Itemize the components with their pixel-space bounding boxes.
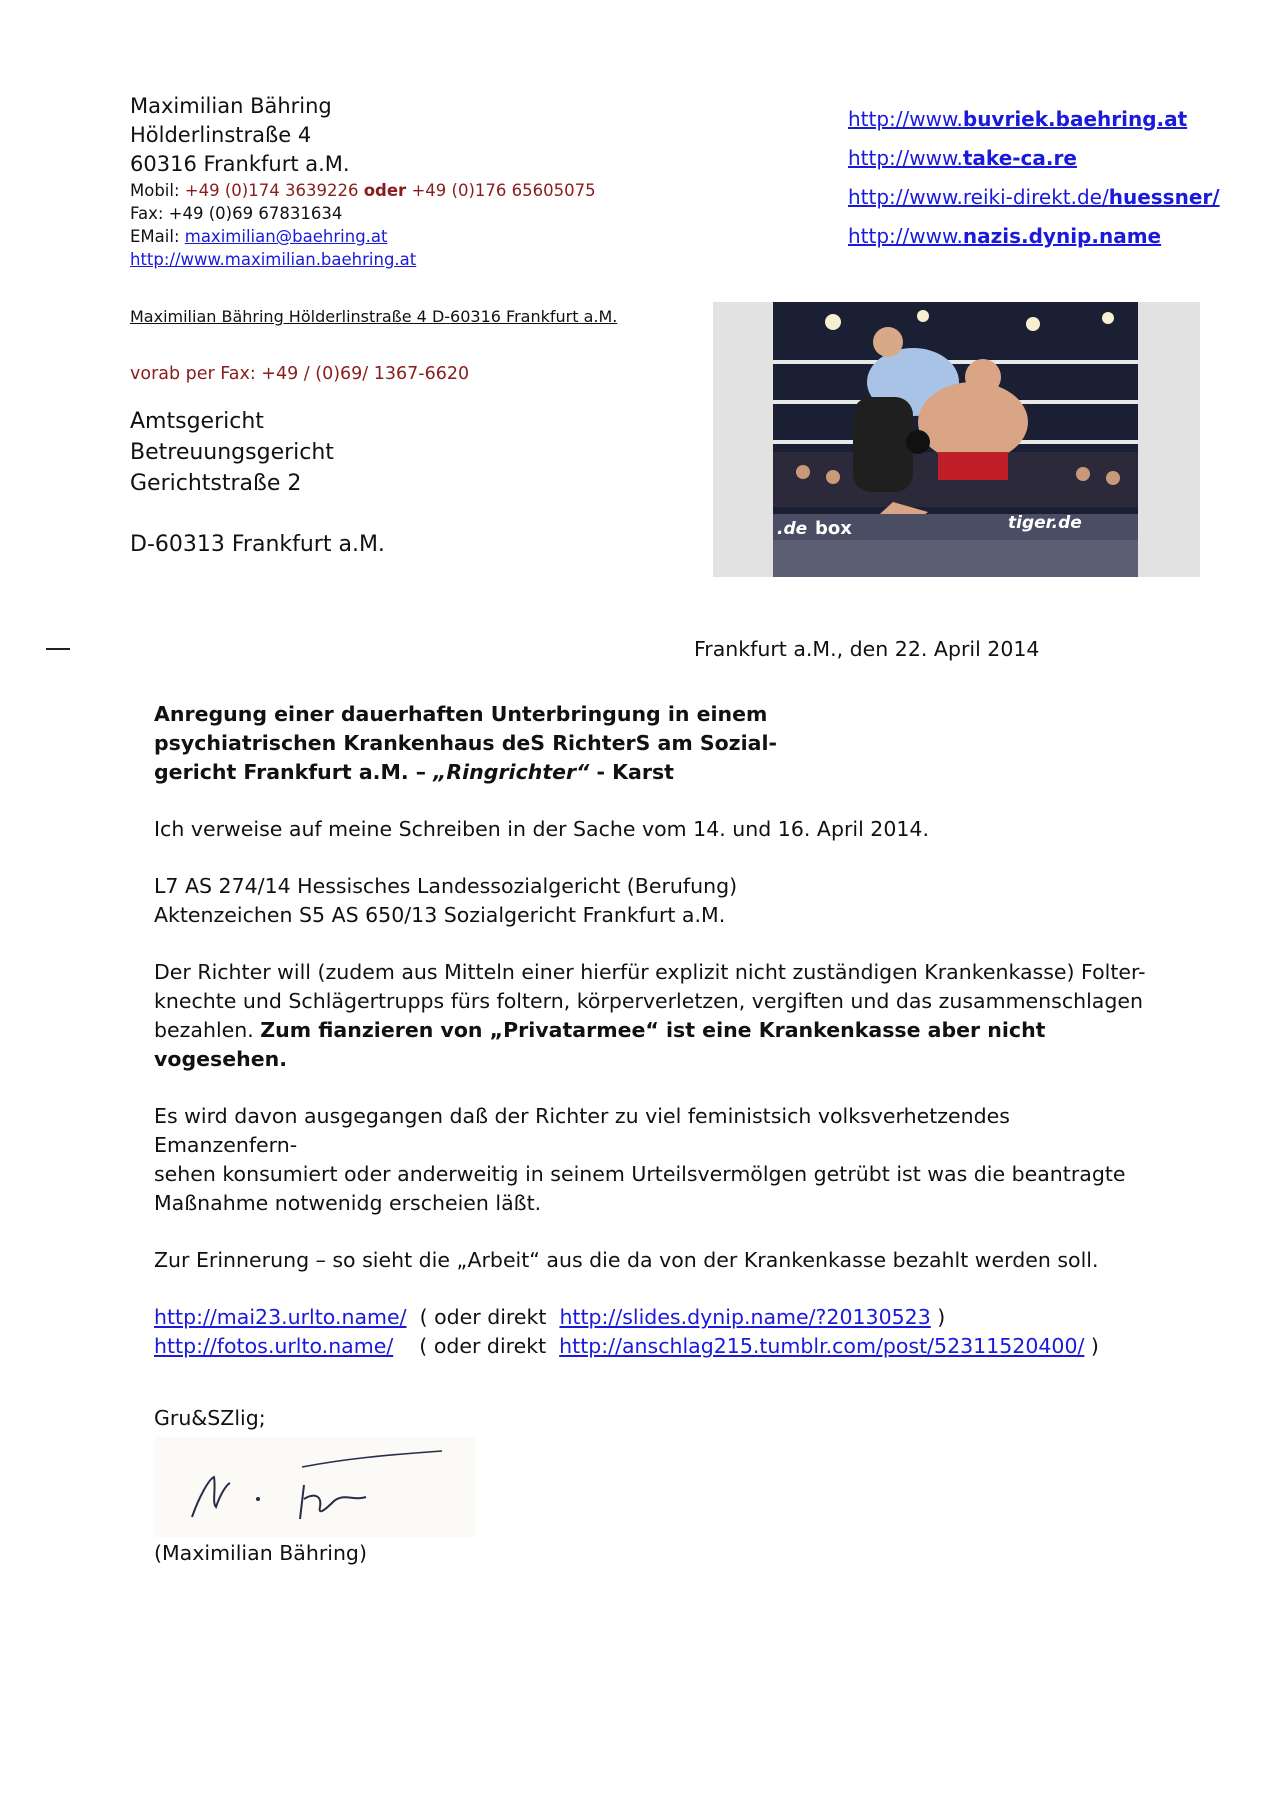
signature (154, 1437, 476, 1537)
mobile-number-1: +49 (0)174 3639226 (184, 181, 359, 200)
case-line-2: Aktenzeichen S5 AS 650/13 Sozialgericht Frankfurt a.M. (154, 903, 726, 927)
recipient-line-2: Betreuungsgericht (130, 440, 334, 465)
mobile-number-2: +49 (0)176 65605075 (411, 181, 596, 200)
sender-fax (130, 202, 596, 225)
right-link-1-prefix: http://www. (848, 107, 963, 131)
links-line-1-sep: ( oder direkt (406, 1305, 560, 1329)
fold-mark (46, 648, 70, 650)
right-links (848, 100, 1220, 256)
recipient-line-1: Amtsgericht (130, 409, 264, 434)
fax-number: +49 (0)69 67831634 (168, 204, 343, 223)
mobile-label: Mobil: (130, 181, 180, 200)
recipient-line-3: Gerichtstraße 2 (130, 471, 302, 496)
subject-line-3-a: gericht Frankfurt a.M. – (154, 760, 434, 784)
link-slides[interactable]: http://slides.dynip.name/?20130523 (559, 1305, 931, 1329)
sender-website (130, 248, 596, 271)
para1-line-3-b: Zum fianzieren von „Privatarmee“ ist eine Krankenkasse aber nicht vogesehen. (154, 1018, 1046, 1071)
right-link-3[interactable] (848, 185, 1220, 209)
return-address: Maximilian Bähring Hölderlinstraße 4 D-60316 Frankfurt a.M. (130, 307, 618, 326)
letter-date: Frankfurt a.M., den 22. April 2014 (694, 637, 1040, 661)
links-line-2 (154, 1332, 1154, 1361)
para1-line-3 (154, 1016, 1154, 1074)
para2-line-3: Maßnahme notwenidg erscheien läßt. (154, 1191, 542, 1215)
mobile-or: oder (363, 181, 407, 200)
links-line-2-sep: ( oder direkt (393, 1334, 560, 1358)
subject-line-3 (154, 758, 1154, 787)
case-line-1: L7 AS 274/14 Hessisches Landessozialgericht (Berufung) (154, 874, 738, 898)
links-line-1-end: ) (930, 1305, 946, 1329)
email-link[interactable]: maximilian@baehring.at (184, 227, 388, 246)
subject-line-3-c: - Karst (589, 760, 674, 784)
para2-line-1: Es wird davon ausgegangen daß der Richter zu viel feministsich volksverhetzendes Emanzenfern- (154, 1104, 1010, 1157)
fax-label: Fax: (130, 204, 164, 223)
boxing-photo (713, 302, 1200, 577)
link-fotos[interactable]: http://fotos.urlto.name/ (154, 1334, 394, 1358)
banner-text-right: tiger.de (1008, 513, 1082, 533)
fax-line: vorab per Fax: +49 / (0)69/ 1367-6620 (130, 364, 470, 384)
banner-text-mid: box (815, 518, 852, 539)
sender-street: Hölderlinstraße 4 (130, 123, 312, 147)
recipient-block (130, 406, 334, 499)
para1-line-2: knechte und Schlägertrupps fürs foltern, körperverletzen, vergiften und das zusammenschlagen (154, 989, 1143, 1013)
signature-name: (Maximilian Bähring) (154, 1541, 367, 1565)
sender-city: 60316 Frankfurt a.M. (130, 152, 350, 176)
para2-line-2: sehen konsumiert oder anderweitig in seinem Urteilsvermölgen getrübt ist was die beantragte (154, 1162, 1126, 1186)
right-link-2-bold: take-ca.re (962, 146, 1077, 170)
website-link[interactable]: http://www.maximilian.baehring.at (130, 250, 417, 269)
right-link-4-prefix: http://www. (848, 224, 963, 248)
para3: Zur Erinnerung – so sieht die „Arbeit“ aus die da von der Krankenkasse bezahlt werden soll. (154, 1248, 1099, 1272)
right-link-2[interactable] (848, 146, 1077, 170)
sender-block (130, 92, 596, 271)
links-line-2-end: ) (1084, 1334, 1099, 1358)
right-link-4[interactable] (848, 224, 1161, 248)
right-link-1[interactable] (848, 107, 1187, 131)
sender-name: Maximilian Bähring (130, 94, 332, 118)
banner-text-left: .de (777, 519, 808, 539)
right-link-3-bold: huessner/ (1108, 185, 1220, 209)
right-link-3-prefix: http://www.reiki-direkt.de/ (848, 185, 1109, 209)
subject-line-2: psychiatrischen Krankenhaus deS RichterS am Sozial- (154, 731, 777, 755)
para1-line-1: Der Richter will (zudem aus Mitteln einer hierfür explizit nicht zuständigen Krankenkasse) Folter- (154, 960, 1146, 984)
right-link-1-bold: buvriek.baehring.at (962, 107, 1188, 131)
link-anschlag[interactable]: http://anschlag215.tumblr.com/post/52311520400/ (559, 1334, 1085, 1358)
letter-body (154, 700, 1154, 1568)
sender-email (130, 225, 596, 248)
recipient-city: D-60313 Frankfurt a.M. (130, 532, 385, 557)
links-line-1 (154, 1303, 1154, 1332)
sender-mobile (130, 179, 596, 202)
para1-line-3-a: bezahlen. (154, 1018, 261, 1042)
reference-line: Ich verweise auf meine Schreiben in der Sache vom 14. und 16. April 2014. (154, 817, 929, 841)
link-mai23[interactable]: http://mai23.urlto.name/ (154, 1305, 407, 1329)
subject-line-1: Anregung einer dauerhaften Unterbringung in einem (154, 702, 768, 726)
closing: Gru&SZlig; (154, 1406, 266, 1430)
right-link-2-prefix: http://www. (848, 146, 963, 170)
email-label: EMail: (130, 227, 180, 246)
right-link-4-bold: nazis.dynip.name (962, 224, 1162, 248)
boxing-photo-illustration (713, 302, 1200, 577)
subject-ringrichter: „Ringrichter“ (433, 760, 590, 784)
signature-drawing (154, 1437, 476, 1537)
